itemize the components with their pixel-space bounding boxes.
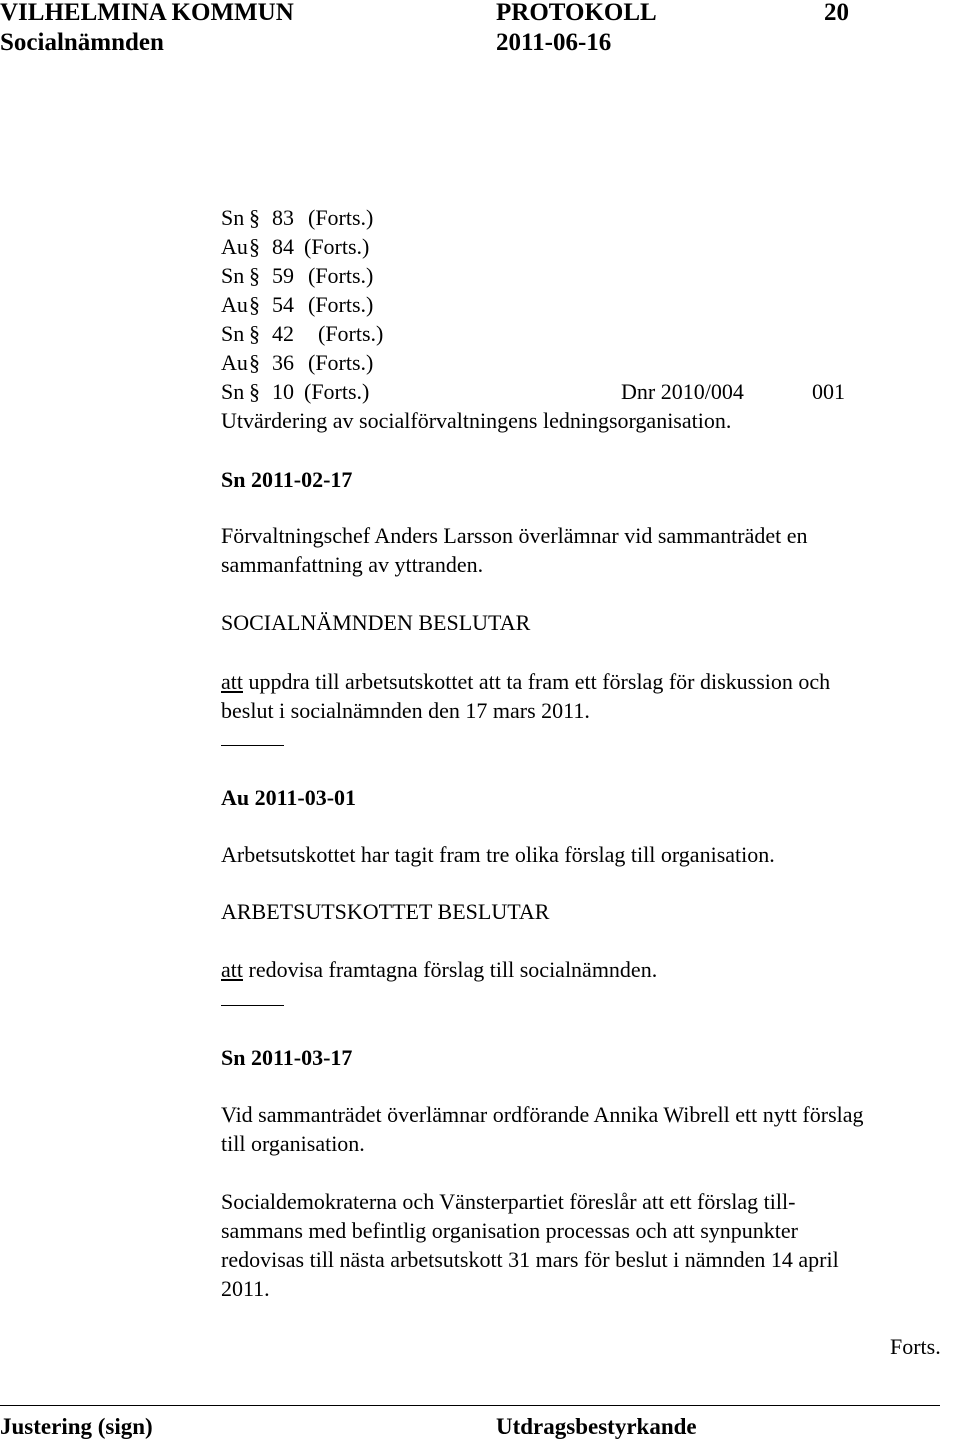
continued-marker: Forts. bbox=[890, 1334, 941, 1359]
footer-rule bbox=[0, 1405, 940, 1406]
decision-text: redovisa framtagna förslag till socialnämnden. bbox=[248, 957, 658, 982]
section-sign: § bbox=[249, 292, 260, 317]
section-sign: § bbox=[249, 379, 260, 404]
subject-line: Utvärdering av socialförvaltningens ledningsorganisation. bbox=[221, 408, 732, 433]
reference-body: Sn bbox=[221, 205, 245, 230]
section-heading: Au 2011-03-01 bbox=[221, 785, 357, 810]
reference-body: Sn bbox=[221, 379, 245, 404]
dnr-label: Dnr 2010/004 bbox=[621, 379, 744, 404]
reference-number: 83 bbox=[272, 205, 294, 230]
reference-line bbox=[221, 377, 521, 406]
paragraph-line: sammans med befintlig organisation processas och att synpunkter bbox=[221, 1218, 798, 1243]
reference-number: 54 bbox=[272, 292, 294, 317]
reference-body: Au bbox=[221, 234, 248, 259]
reference-note: (Forts.) bbox=[308, 350, 374, 375]
municipality-name: VILHELMINA KOMMUN bbox=[0, 0, 294, 26]
document-type: PROTOKOLL bbox=[496, 0, 657, 26]
section-sign: § bbox=[249, 350, 260, 375]
paragraph-line: Förvaltningschef Anders Larsson överlämnar vid sammanträdet en bbox=[221, 523, 808, 548]
dnr-code: 001 bbox=[812, 379, 845, 404]
reference-number: 10 bbox=[272, 379, 294, 404]
committee-name: Socialnämnden bbox=[0, 29, 164, 56]
decision-text: uppdra till arbetsutskottet att ta fram ett förslag för diskussion och bbox=[248, 669, 831, 694]
reference-number: 84 bbox=[272, 234, 294, 259]
decision-title: SOCIALNÄMNDEN BESLUTAR bbox=[221, 610, 531, 635]
reference-line bbox=[221, 319, 521, 348]
reference-line bbox=[221, 232, 521, 261]
paragraph-line: Arbetsutskottet har tagit fram tre olika förslag till organisation. bbox=[221, 842, 775, 867]
reference-line bbox=[221, 261, 521, 290]
footer-utdragsbestyrkande: Utdragsbestyrkande bbox=[496, 1414, 697, 1439]
section-heading: Sn 2011-03-17 bbox=[221, 1045, 353, 1070]
reference-note: (Forts.) bbox=[308, 205, 374, 230]
reference-line bbox=[221, 348, 521, 377]
section-sign: § bbox=[249, 321, 260, 346]
reference-body: Sn bbox=[221, 263, 245, 288]
reference-body: Au bbox=[221, 292, 248, 317]
section-sign: § bbox=[249, 205, 260, 230]
decision-line bbox=[221, 667, 830, 696]
paragraph-line: Socialdemokraterna och Vänsterpartiet föreslår att ett förslag till- bbox=[221, 1189, 796, 1214]
paragraph-line: 2011. bbox=[221, 1276, 270, 1301]
separator-line bbox=[221, 1005, 284, 1006]
section-sign: § bbox=[249, 234, 260, 259]
reference-note: (Forts.) bbox=[308, 263, 374, 288]
section-heading: Sn 2011-02-17 bbox=[221, 467, 353, 492]
paragraph-line: till organisation. bbox=[221, 1131, 365, 1156]
reference-body: Au bbox=[221, 350, 248, 375]
reference-number: 36 bbox=[272, 350, 294, 375]
page-number: 20 bbox=[824, 0, 849, 26]
paragraph-line: sammanfattning av yttranden. bbox=[221, 552, 484, 577]
reference-number: 59 bbox=[272, 263, 294, 288]
att-keyword: att bbox=[221, 669, 243, 694]
paragraph-references bbox=[221, 203, 521, 406]
meeting-date: 2011-06-16 bbox=[496, 29, 612, 56]
reference-note: (Forts.) bbox=[304, 379, 370, 404]
decision-line: beslut i socialnämnden den 17 mars 2011. bbox=[221, 698, 590, 723]
reference-line bbox=[221, 203, 521, 232]
decision-line bbox=[221, 955, 657, 984]
att-keyword: att bbox=[221, 957, 243, 982]
section-sign: § bbox=[249, 263, 260, 288]
reference-body: Sn bbox=[221, 321, 245, 346]
reference-number: 42 bbox=[272, 321, 294, 346]
paragraph-line: redovisas till nästa arbetsutskott 31 mars för beslut i nämnden 14 april bbox=[221, 1247, 839, 1272]
paragraph-line: Vid sammanträdet överlämnar ordförande Annika Wibrell ett nytt förslag bbox=[221, 1102, 864, 1127]
footer-justering: Justering (sign) bbox=[0, 1414, 153, 1439]
reference-line bbox=[221, 290, 521, 319]
decision-title: ARBETSUTSKOTTET BESLUTAR bbox=[221, 899, 550, 924]
reference-note: (Forts.) bbox=[318, 321, 384, 346]
reference-note: (Forts.) bbox=[308, 292, 374, 317]
separator-line bbox=[221, 745, 284, 746]
reference-note: (Forts.) bbox=[304, 234, 370, 259]
